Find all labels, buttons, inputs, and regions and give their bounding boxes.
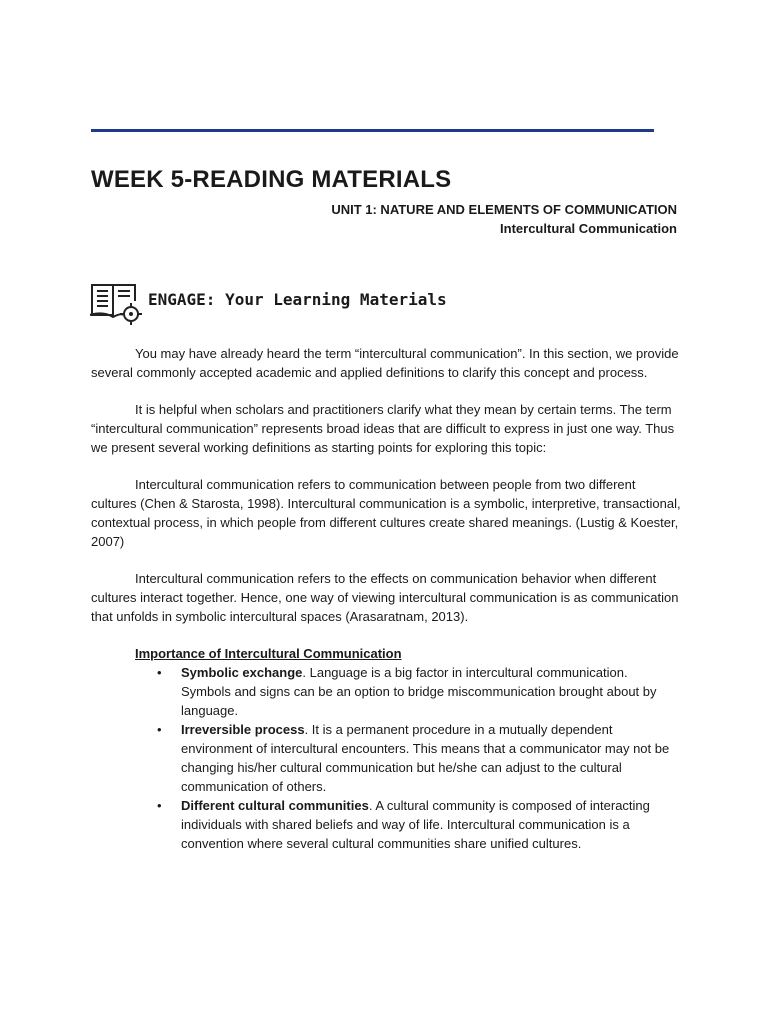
bullet-icon: • [157, 798, 162, 813]
topic-heading: Intercultural Communication [500, 221, 677, 236]
importance-list [91, 663, 681, 853]
bullet-term: Different cultural communities [181, 798, 369, 813]
bullet-text: . A cultural community is composed of interacting individuals with shared beliefs and way of life. Intercultural communication is a convention where several cultural communities share unified cultures. [181, 798, 650, 851]
list-item [91, 720, 681, 796]
reading-body [91, 344, 681, 853]
bullet-icon: • [157, 722, 162, 737]
engage-heading [148, 290, 447, 309]
bullet-icon: • [157, 665, 162, 680]
page-title: WEEK 5-READING MATERIALS [91, 166, 452, 193]
unit-heading-block [331, 200, 677, 238]
bullet-text: . Language is a big factor in intercultural communication. Symbols and signs can be an option to bridge miscommunication brought about by language. [181, 665, 657, 718]
bullet-term: Irreversible process [181, 722, 305, 737]
intro-paragraph: You may have already heard the term “intercultural communication”. In this section, we provide several commonly accepted academic and applied definitions to clarify this concept and process. [91, 346, 679, 380]
bullet-text: . It is a permanent procedure in a mutually dependent environment of intercultural encounters. This means that a communicator may not be changing his/her cultural communication but he/she can adjust to the cultural communication of others. [181, 722, 670, 794]
importance-heading: Importance of Intercultural Communication [135, 646, 402, 661]
unit-heading: UNIT 1: NATURE AND ELEMENTS OF COMMUNICATION [331, 202, 677, 217]
definition-paragraph-2: Intercultural communication refers to the effects on communication behavior when different cultures interact together. Hence, one way of viewing intercultural communication is as communication that unfolds in symbolic intercultural spaces (Arasaratnam, 2013). [91, 571, 679, 624]
header-rule [91, 129, 654, 132]
book-target-icon [89, 277, 147, 327]
definition-paragraph-1: Intercultural communication refers to communication between people from two different cultures (Chen & Starosta, 1998). Intercultural communication is a symbolic, interpretive, transactional, contextual process, in which people from different cultures create shared meanings. (Lustig & Koester, 2007) [91, 477, 681, 549]
terms-paragraph: It is helpful when scholars and practitioners clarify what they mean by certain terms. The term “intercultural communication” represents broad ideas that are difficult to express in just one way. Thus we present several working definitions as starting points for exploring this topic: [91, 402, 675, 455]
engage-label: ENGAGE: [148, 290, 216, 309]
list-item [91, 663, 681, 720]
engage-text: Your Learning Materials [215, 290, 447, 309]
bullet-term: Symbolic exchange [181, 665, 303, 680]
list-item [91, 796, 681, 853]
